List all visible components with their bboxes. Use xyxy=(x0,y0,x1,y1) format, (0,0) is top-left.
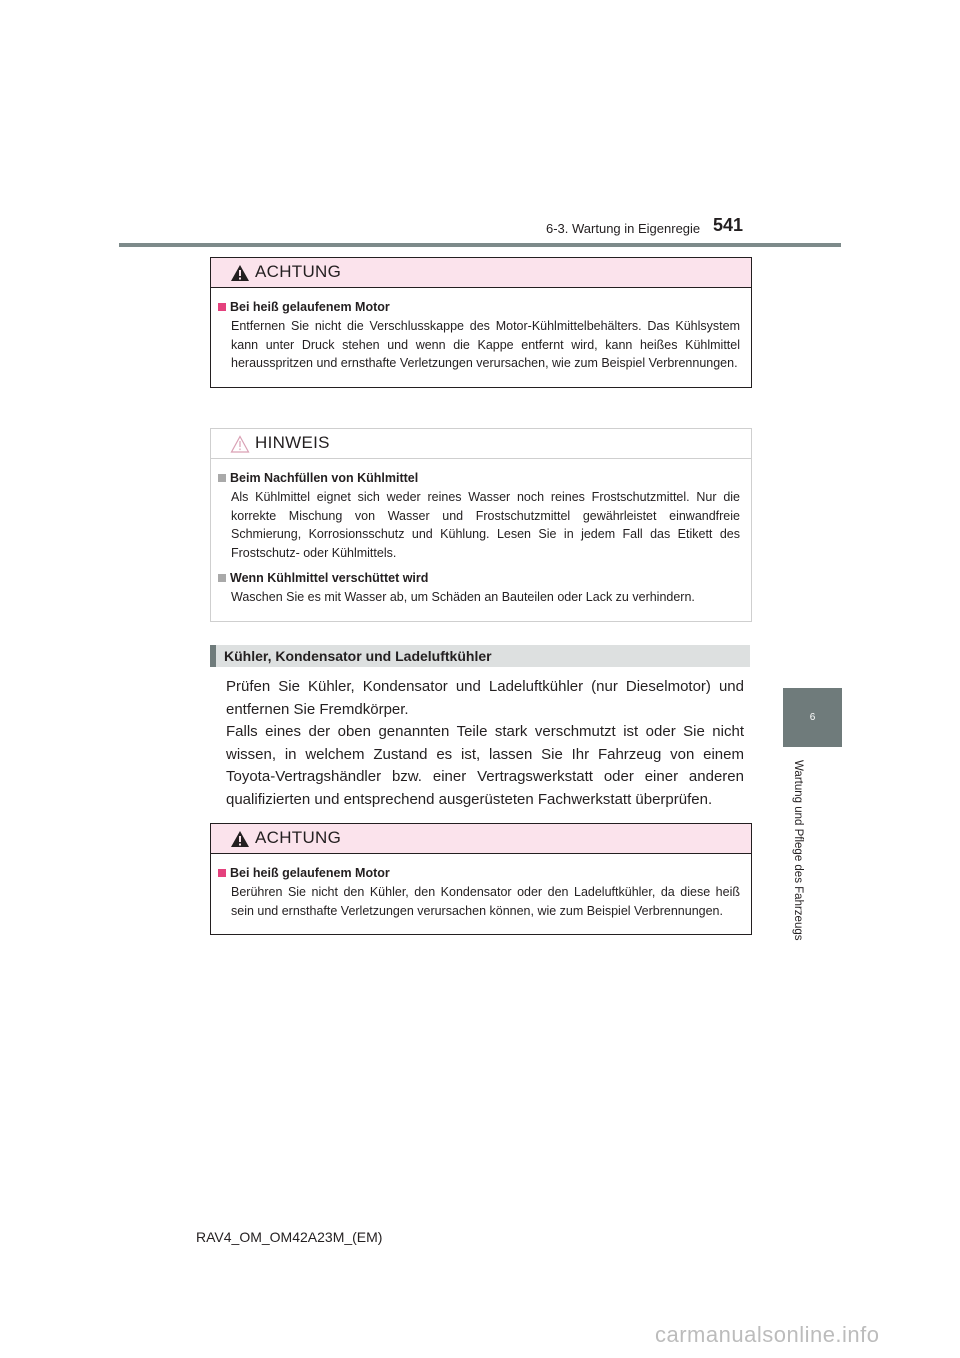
notice-title: HINWEIS xyxy=(255,433,330,452)
warning-box-header xyxy=(211,258,751,288)
square-bullet-icon xyxy=(218,303,226,311)
warning-box-2 xyxy=(210,823,752,935)
item-text: Waschen Sie es mit Wasser ab, um Schäden an Bauteilen oder Lack zu verhindern. xyxy=(231,590,695,604)
notice-item xyxy=(218,571,740,607)
item-heading: Bei heiß gelaufenem Motor xyxy=(230,300,390,314)
section-body xyxy=(226,676,744,811)
warning-box-1 xyxy=(210,257,752,388)
square-bullet-icon xyxy=(218,574,226,582)
chapter-label: Wartung und Pflege des Fahrzeugs xyxy=(792,760,804,941)
notice-box-body xyxy=(211,459,751,621)
body-paragraph: Falls eines der oben genannten Teile stark verschmutzt ist oder Sie nicht wissen, in welchem Zustand es ist, lassen Sie Ihr Fahrzeug von einem Toyota-Vertragshändler bzw. einer Vertragswerkstatt oder einer anderen qualifizierten und entsprechend ausgerüsteten Fachwerkstatt überprüfen. xyxy=(226,723,744,808)
warning-item xyxy=(218,300,740,373)
item-heading: Beim Nachfüllen von Kühlmittel xyxy=(230,471,419,485)
warning-box-body xyxy=(211,288,751,387)
warning-title: ACHTUNG xyxy=(255,262,342,281)
warning-item xyxy=(218,866,740,920)
warning-triangle-outline-icon xyxy=(230,435,250,453)
section-heading xyxy=(210,645,750,667)
item-heading: Wenn Kühlmittel verschüttet wird xyxy=(230,571,429,585)
section-heading-text: Kühler, Kondensator und Ladeluftkühler xyxy=(224,648,492,664)
header-rule xyxy=(119,243,841,247)
square-bullet-icon xyxy=(218,474,226,482)
chapter-tab xyxy=(783,688,842,747)
item-text: Entfernen Sie nicht die Verschlusskappe des Motor-Kühlmittelbehälters. Das Kühlsystem kann unter Druck stehen und wenn die Kappe entfernt wird, kann heißes Kühlmittel herausspritzen und ernsthafte Verletzungen verursachen, wie zum Beispiel Verbrennungen. xyxy=(231,319,740,370)
item-text: Berühren Sie nicht den Kühler, den Kondensator oder den Ladeluftkühler, da diese heiß sein und ernsthafte Verletzungen verursachen können, wie zum Beispiel Verbrennungen. xyxy=(231,885,740,918)
body-paragraph: Prüfen Sie Kühler, Kondensator und Ladeluftkühler (nur Dieselmotor) und entfernen Sie Fremdkörper. xyxy=(226,678,744,718)
notice-box-header xyxy=(211,429,751,459)
warning-triangle-filled-icon xyxy=(230,830,250,848)
page-number: 541 xyxy=(713,215,744,235)
item-heading: Bei heiß gelaufenem Motor xyxy=(230,866,390,880)
notice-box xyxy=(210,428,752,622)
watermark: carmanualsonline.info xyxy=(655,1322,880,1347)
square-bullet-icon xyxy=(218,869,226,877)
document-code: RAV4_OM_OM42A23M_(EM) xyxy=(196,1229,383,1245)
header-section-title: 6-3. Wartung in Eigenregie xyxy=(546,221,701,236)
item-text: Als Kühlmittel eignet sich weder reines Wasser noch reines Frostschutzmittel. Nur die korrekte Mischung von Wasser und Frostschutzmittel gewährleistet einwandfreie Schmierung, Korrosionsschutz und Kühlung. Lesen Sie in jedem Fall das Etikett des Frostschutz- oder Kühlmittels. xyxy=(231,490,740,560)
warning-title: ACHTUNG xyxy=(255,828,342,847)
section-heading-bar xyxy=(210,645,216,667)
warning-triangle-filled-icon xyxy=(230,264,250,282)
warning-box-body xyxy=(211,854,751,934)
chapter-number: 6 xyxy=(809,712,816,723)
warning-box-header xyxy=(211,824,751,854)
notice-item xyxy=(218,471,740,562)
